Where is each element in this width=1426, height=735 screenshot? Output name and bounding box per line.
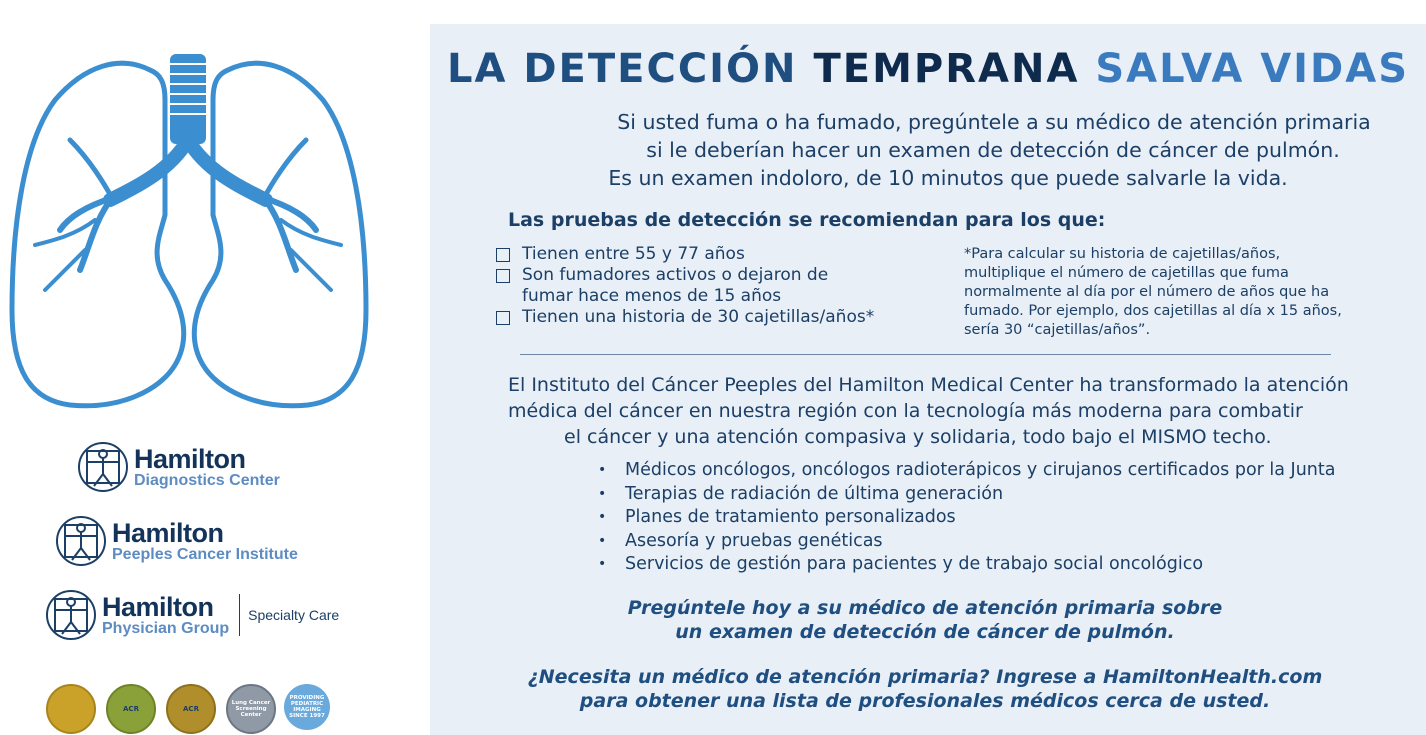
eligibility-checklist xyxy=(494,244,894,328)
institute-line: El Instituto del Cáncer Peeples del Hamilton Medical Center ha transformado la atención xyxy=(508,374,1349,396)
logo-name: Hamilton xyxy=(112,517,224,548)
institute-paragraph xyxy=(508,372,1408,450)
page-title xyxy=(430,46,1426,92)
cta-line: para obtener una lista de profesionales médicos cerca de usted. xyxy=(579,690,1271,712)
pediatric-imaging-badge-icon xyxy=(284,684,330,730)
checklist-item-text: Tienen una historia de 30 cajetillas/años* xyxy=(522,307,875,327)
cta-line: Pregúntele hoy a su médico de atención primaria sobre xyxy=(627,597,1223,619)
list-item: • Planes de tratamiento personalizados xyxy=(598,506,1398,530)
intro-line: si le deberían hacer un examen de detección de cáncer de pulmón. xyxy=(646,138,1340,162)
institute-line: el cáncer y una atención compasiva y solidaria, todo bajo el MISMO techo. xyxy=(564,426,1272,448)
list-item: • Asesoría y pruebas genéticas xyxy=(598,530,1398,554)
checklist-item-text: Tienen entre 55 y 77 años xyxy=(522,244,745,264)
logo-name: Hamilton xyxy=(102,591,214,622)
logo-subtitle: Peeples Cancer Institute xyxy=(112,545,298,563)
logo-peeples-cancer-institute xyxy=(56,516,298,566)
logo-diagnostics-center xyxy=(78,442,280,492)
intro-paragraph xyxy=(430,108,1426,192)
checklist-item-text: Son fumadores activos o dejaron de xyxy=(522,265,829,285)
logo-specialty: Specialty Care xyxy=(248,607,340,623)
checklist-item xyxy=(494,307,894,328)
lungs-icon xyxy=(0,40,380,460)
recommendation-heading: Las pruebas de detección se recomiendan para los que: xyxy=(508,209,1106,231)
list-item: • Servicios de gestión para pacientes y de trabajo social oncológico xyxy=(598,553,1398,577)
intro-line: Si usted fuma o ha fumado, pregúntele a su médico de atención primaria xyxy=(617,110,1371,134)
cta-line: ¿Necesita un médico de atención primaria? Ingrese a HamiltonHealth.com xyxy=(527,666,1323,688)
headline-part-3: SALVA VIDAS xyxy=(1095,46,1410,92)
list-item: • Médicos oncólogos, oncólogos radioterápicos y cirujanos certificados por la Junta xyxy=(598,459,1398,483)
checkbox-icon xyxy=(496,269,510,283)
badge-text: Lung Cancer Screening Center xyxy=(231,700,271,718)
vitruvian-man-icon xyxy=(56,516,106,566)
vitruvian-man-icon xyxy=(78,442,128,492)
section-divider xyxy=(520,354,1331,355)
acr-badge-icon xyxy=(106,684,156,734)
info-panel xyxy=(430,24,1426,735)
institute-line: médica del cáncer en nuestra región con la tecnología más moderna para combatir xyxy=(508,400,1303,422)
checkbox-icon xyxy=(496,248,510,262)
intro-line: Es un examen indoloro, de 10 minutos que puede salvarle la vida. xyxy=(608,166,1288,190)
vitruvian-man-icon xyxy=(46,590,96,640)
logo-divider xyxy=(239,594,240,636)
logo-name: Hamilton xyxy=(134,443,246,474)
call-to-action-website xyxy=(430,665,1355,713)
checklist-item xyxy=(494,244,894,265)
cta-line: un examen de detección de cáncer de pulmón. xyxy=(675,621,1175,643)
headline-part-2: TEMPRANA xyxy=(813,46,1080,92)
lung-cancer-screening-center-badge-icon xyxy=(226,684,276,734)
joint-commission-seal-icon xyxy=(46,684,96,734)
pack-years-footnote xyxy=(964,245,1374,340)
services-list xyxy=(598,459,1398,577)
footnote-line: *Para calcular su historia de cajetillas/años, xyxy=(964,246,1281,262)
footnote-line: multiplique el número de cajetillas que fuma xyxy=(964,265,1289,281)
footnote-line: fumado. Por ejemplo, dos cajetillas al día x 15 años, xyxy=(964,303,1342,319)
logo-subtitle: Physician Group xyxy=(102,619,230,637)
checklist-item-text: fumar hace menos de 15 años xyxy=(522,286,782,306)
logo-physician-group xyxy=(46,590,339,640)
headline-part-1: LA DETECCIÓN xyxy=(446,46,798,92)
list-item: • Terapias de radiación de última generación xyxy=(598,483,1398,507)
footnote-line: normalmente al día por el número de años que ha xyxy=(964,284,1330,300)
badge-text: ACR xyxy=(183,705,199,713)
badge-text: PROVIDING PEDIATRIC IMAGING SINCE 1997 xyxy=(289,695,325,719)
left-column xyxy=(0,0,430,735)
footnote-line: sería 30 “cajetillas/años”. xyxy=(964,322,1151,338)
checkbox-icon xyxy=(496,311,510,325)
badge-text: ACR xyxy=(123,705,139,713)
call-to-action-ask xyxy=(430,596,1355,644)
acr-badge-icon xyxy=(166,684,216,734)
checklist-item xyxy=(494,265,894,307)
logo-subtitle: Diagnostics Center xyxy=(134,471,280,489)
